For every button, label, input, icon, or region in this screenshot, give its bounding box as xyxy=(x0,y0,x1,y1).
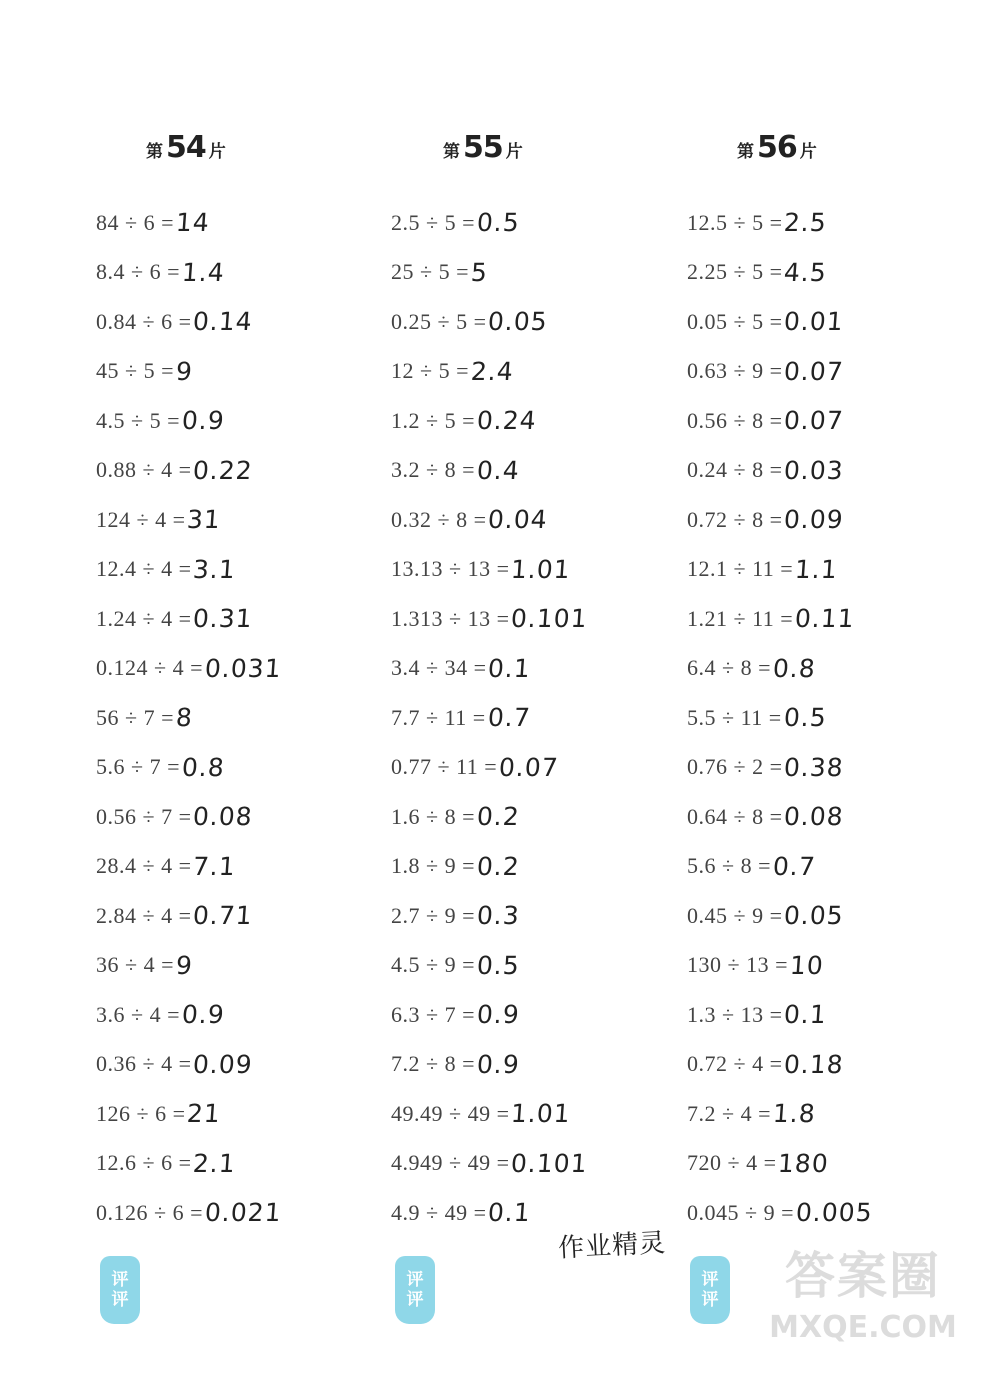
header-number: 56 xyxy=(757,130,797,165)
handwritten-answer: 0.3 xyxy=(475,901,521,931)
problem-list xyxy=(687,198,967,1238)
division-expression: 0.63 ÷ 9 = xyxy=(687,358,783,384)
watermark-domain: MXQE.COM xyxy=(769,1310,957,1345)
division-expression: 12 ÷ 5 = xyxy=(391,358,469,384)
division-expression: 0.76 ÷ 2 = xyxy=(687,754,783,780)
handwritten-answer: 1.8 xyxy=(771,1099,817,1129)
division-expression: 3.6 ÷ 4 = xyxy=(96,1001,180,1027)
problem-row xyxy=(687,297,967,347)
division-expression: 4.5 ÷ 5 = xyxy=(96,407,180,433)
handwritten-answer: 0.7 xyxy=(771,851,817,881)
problem-row xyxy=(391,446,671,496)
division-expression: 2.7 ÷ 9 = xyxy=(391,902,475,928)
handwritten-answer: 21 xyxy=(186,1099,223,1129)
problem-row xyxy=(96,1188,376,1238)
handwritten-answer: 0.9 xyxy=(475,1049,521,1079)
problem-row xyxy=(391,941,671,991)
division-expression: 5.6 ÷ 7 = xyxy=(96,754,180,780)
handwritten-answer: 0.38 xyxy=(783,752,846,782)
problem-row xyxy=(687,396,967,446)
handwritten-answer: 0.031 xyxy=(203,653,283,683)
division-expression: 28.4 ÷ 4 = xyxy=(96,853,192,879)
handwritten-answer: 0.1 xyxy=(487,653,533,683)
division-expression: 0.88 ÷ 4 = xyxy=(96,457,192,483)
problem-row xyxy=(391,693,671,743)
division-expression: 0.84 ÷ 6 = xyxy=(96,308,192,334)
division-expression: 2.25 ÷ 5 = xyxy=(687,259,783,285)
problem-row xyxy=(687,446,967,496)
division-expression: 6.4 ÷ 8 = xyxy=(687,655,771,681)
division-expression: 0.72 ÷ 8 = xyxy=(687,506,783,532)
division-expression: 8.4 ÷ 6 = xyxy=(96,259,180,285)
handwritten-answer: 8 xyxy=(174,703,194,733)
handwritten-answer: 0.5 xyxy=(475,208,521,238)
division-expression: 7.2 ÷ 8 = xyxy=(391,1051,475,1077)
division-expression: 720 ÷ 4 = xyxy=(687,1150,777,1176)
site-watermark xyxy=(738,1244,988,1364)
problem-row xyxy=(96,743,376,793)
division-expression: 12.5 ÷ 5 = xyxy=(687,209,783,235)
header-suffix: 片 xyxy=(208,142,226,162)
handwritten-answer: 0.9 xyxy=(475,1000,521,1030)
problem-row xyxy=(391,1040,671,1090)
division-expression: 7.2 ÷ 4 = xyxy=(687,1100,771,1126)
problem-row xyxy=(687,693,967,743)
header-suffix: 片 xyxy=(799,142,817,162)
handwritten-answer: 10 xyxy=(788,950,825,980)
problem-row xyxy=(391,396,671,446)
problem-row xyxy=(391,743,671,793)
division-expression: 1.313 ÷ 13 = xyxy=(391,605,510,631)
division-expression: 0.126 ÷ 6 = xyxy=(96,1199,203,1225)
problem-row xyxy=(687,743,967,793)
handwritten-answer: 0.05 xyxy=(783,901,846,931)
problem-row xyxy=(687,990,967,1040)
problem-row xyxy=(391,495,671,545)
division-expression: 124 ÷ 4 = xyxy=(96,506,186,532)
division-expression: 12.1 ÷ 11 = xyxy=(687,556,794,582)
problem-row xyxy=(391,594,671,644)
handwritten-answer: 180 xyxy=(777,1148,831,1178)
handwritten-answer: 0.021 xyxy=(203,1198,283,1228)
handwritten-answer: 1.01 xyxy=(510,554,573,584)
problem-row xyxy=(687,842,967,892)
problem-row xyxy=(391,198,671,248)
handwritten-answer: 0.09 xyxy=(192,1049,255,1079)
handwritten-answer: 1.1 xyxy=(794,554,839,584)
problem-row xyxy=(96,248,376,298)
problem-row xyxy=(96,1040,376,1090)
handwritten-signature: 作业精灵 xyxy=(557,1228,667,1264)
division-expression: 0.05 ÷ 5 = xyxy=(687,308,783,334)
header-prefix: 第 xyxy=(443,142,460,162)
handwritten-answer: 2.5 xyxy=(783,208,829,238)
problem-row xyxy=(96,1089,376,1139)
division-expression: 3.2 ÷ 8 = xyxy=(391,457,475,483)
problem-row xyxy=(96,545,376,595)
problem-row xyxy=(687,545,967,595)
problem-row xyxy=(687,1040,967,1090)
division-expression: 1.3 ÷ 13 = xyxy=(687,1001,783,1027)
badge-char-top: 评 xyxy=(701,1270,719,1290)
handwritten-answer: 0.22 xyxy=(192,455,255,485)
division-expression: 5.6 ÷ 8 = xyxy=(687,853,771,879)
column-header xyxy=(687,130,967,176)
worksheet-column-56 xyxy=(687,130,967,1238)
handwritten-answer: 0.07 xyxy=(498,752,560,782)
division-expression: 1.21 ÷ 11 = xyxy=(687,605,794,631)
division-expression: 4.9 ÷ 49 = xyxy=(391,1199,487,1225)
handwritten-answer: 0.09 xyxy=(783,505,846,535)
division-expression: 0.56 ÷ 7 = xyxy=(96,803,192,829)
handwritten-answer: 0.07 xyxy=(783,406,846,436)
division-expression: 0.25 ÷ 5 = xyxy=(391,308,487,334)
handwritten-answer: 0.8 xyxy=(771,653,817,683)
column-header xyxy=(391,130,671,176)
handwritten-answer: 0.1 xyxy=(487,1198,533,1228)
division-expression: 0.77 ÷ 11 = xyxy=(391,754,498,780)
handwritten-answer: 0.24 xyxy=(475,406,538,436)
badge-char-bottom: 评 xyxy=(701,1290,719,1310)
handwritten-answer: 31 xyxy=(186,505,223,535)
division-expression: 3.4 ÷ 34 = xyxy=(391,655,487,681)
division-expression: 130 ÷ 13 = xyxy=(687,952,788,978)
division-expression: 0.36 ÷ 4 = xyxy=(96,1051,192,1077)
header-suffix: 片 xyxy=(505,142,523,162)
problem-row xyxy=(687,1139,967,1189)
division-expression: 0.24 ÷ 8 = xyxy=(687,457,783,483)
problem-row xyxy=(687,792,967,842)
problem-row xyxy=(687,347,967,397)
division-expression: 49.49 ÷ 49 = xyxy=(391,1100,510,1126)
problem-row xyxy=(391,792,671,842)
problem-row xyxy=(687,941,967,991)
division-expression: 1.8 ÷ 9 = xyxy=(391,853,475,879)
review-badge xyxy=(100,1256,140,1324)
division-expression: 12.6 ÷ 6 = xyxy=(96,1150,192,1176)
header-prefix: 第 xyxy=(146,142,163,162)
problem-row xyxy=(96,594,376,644)
worksheet-column-54 xyxy=(96,130,376,1238)
handwritten-answer: 0.08 xyxy=(192,802,255,832)
handwritten-answer: 0.11 xyxy=(794,604,856,634)
division-expression: 25 ÷ 5 = xyxy=(391,259,469,285)
handwritten-answer: 0.5 xyxy=(475,950,521,980)
handwritten-answer: 9 xyxy=(174,950,194,980)
handwritten-answer: 0.2 xyxy=(475,802,521,832)
handwritten-answer: 0.5 xyxy=(782,703,828,733)
division-expression: 1.6 ÷ 8 = xyxy=(391,803,475,829)
division-expression: 36 ÷ 4 = xyxy=(96,952,174,978)
division-expression: 1.2 ÷ 5 = xyxy=(391,407,475,433)
review-badge xyxy=(690,1256,730,1324)
division-expression: 7.7 ÷ 11 = xyxy=(391,704,486,730)
handwritten-answer: 1.01 xyxy=(510,1099,573,1129)
problem-row xyxy=(96,396,376,446)
handwritten-answer: 4.5 xyxy=(783,257,829,287)
problem-row xyxy=(687,891,967,941)
badge-char-top: 评 xyxy=(111,1270,129,1290)
handwritten-answer: 5 xyxy=(469,257,489,287)
header-prefix: 第 xyxy=(737,142,754,162)
handwritten-answer: 0.04 xyxy=(487,505,550,535)
problem-row xyxy=(687,1089,967,1139)
problem-list xyxy=(391,198,671,1238)
problem-row xyxy=(687,495,967,545)
handwritten-answer: 0.14 xyxy=(192,307,255,337)
problem-row xyxy=(391,891,671,941)
problem-row xyxy=(391,545,671,595)
handwritten-answer: 0.08 xyxy=(783,802,846,832)
problem-row xyxy=(96,297,376,347)
division-expression: 45 ÷ 5 = xyxy=(96,358,174,384)
problem-row xyxy=(391,644,671,694)
problem-row xyxy=(96,891,376,941)
handwritten-answer: 0.101 xyxy=(510,1148,590,1178)
handwritten-answer: 0.01 xyxy=(783,307,846,337)
division-expression: 13.13 ÷ 13 = xyxy=(391,556,510,582)
problem-row xyxy=(687,198,967,248)
watermark-logo-text: 答案圈 xyxy=(785,1247,941,1305)
problem-row xyxy=(391,1089,671,1139)
handwritten-answer: 0.03 xyxy=(783,455,846,485)
handwritten-answer: 0.71 xyxy=(192,901,255,931)
division-expression: 0.64 ÷ 8 = xyxy=(687,803,783,829)
handwritten-answer: 0.18 xyxy=(783,1049,846,1079)
division-expression: 0.72 ÷ 4 = xyxy=(687,1051,783,1077)
handwritten-answer: 0.9 xyxy=(180,406,226,436)
handwritten-answer: 0.1 xyxy=(783,1000,829,1030)
handwritten-answer: 14 xyxy=(174,208,211,238)
problem-row xyxy=(391,1139,671,1189)
problem-row xyxy=(687,1188,967,1238)
problem-row xyxy=(96,446,376,496)
handwritten-answer: 3.1 xyxy=(192,554,238,584)
division-expression: 56 ÷ 7 = xyxy=(96,704,174,730)
division-expression: 5.5 ÷ 11 = xyxy=(687,704,782,730)
problem-row xyxy=(96,842,376,892)
division-expression: 1.24 ÷ 4 = xyxy=(96,605,192,631)
division-expression: 0.045 ÷ 9 = xyxy=(687,1199,794,1225)
handwritten-answer: 0.9 xyxy=(180,1000,226,1030)
division-expression: 0.124 ÷ 4 = xyxy=(96,655,203,681)
problem-row xyxy=(96,1139,376,1189)
handwritten-answer: 0.31 xyxy=(192,604,255,634)
problem-list xyxy=(96,198,376,1238)
division-expression: 0.32 ÷ 8 = xyxy=(391,506,487,532)
problem-row xyxy=(687,594,967,644)
problem-row xyxy=(96,941,376,991)
worksheet-column-55 xyxy=(391,130,671,1238)
handwritten-answer: 2.1 xyxy=(192,1148,238,1178)
problem-row xyxy=(96,198,376,248)
handwritten-answer: 0.07 xyxy=(783,356,846,386)
problem-row xyxy=(96,990,376,1040)
division-expression: 12.4 ÷ 4 = xyxy=(96,556,192,582)
division-expression: 4.949 ÷ 49 = xyxy=(391,1150,510,1176)
division-expression: 126 ÷ 6 = xyxy=(96,1100,186,1126)
handwritten-answer: 0.7 xyxy=(486,703,532,733)
handwritten-answer: 2.4 xyxy=(469,356,515,386)
handwritten-answer: 1.4 xyxy=(180,257,226,287)
division-expression: 0.45 ÷ 9 = xyxy=(687,902,783,928)
header-number: 55 xyxy=(463,130,503,165)
division-expression: 0.56 ÷ 8 = xyxy=(687,407,783,433)
problem-row xyxy=(391,248,671,298)
problem-row xyxy=(391,347,671,397)
handwritten-answer: 0.05 xyxy=(487,307,550,337)
column-header xyxy=(96,130,376,176)
handwritten-answer: 7.1 xyxy=(192,851,238,881)
handwritten-answer: 9 xyxy=(174,356,194,386)
handwritten-answer: 0.005 xyxy=(794,1198,874,1228)
problem-row xyxy=(96,644,376,694)
division-expression: 2.5 ÷ 5 = xyxy=(391,209,475,235)
problem-row xyxy=(96,495,376,545)
problem-row xyxy=(687,644,967,694)
problem-row xyxy=(96,693,376,743)
header-number: 54 xyxy=(166,130,206,165)
division-expression: 84 ÷ 6 = xyxy=(96,209,174,235)
handwritten-answer: 0.101 xyxy=(510,604,590,634)
problem-row xyxy=(391,842,671,892)
division-expression: 4.5 ÷ 9 = xyxy=(391,952,475,978)
review-badge xyxy=(395,1256,435,1324)
badge-char-bottom: 评 xyxy=(406,1290,424,1310)
handwritten-answer: 0.4 xyxy=(475,455,521,485)
problem-row xyxy=(687,248,967,298)
badge-char-bottom: 评 xyxy=(111,1290,129,1310)
handwritten-answer: 0.2 xyxy=(475,851,521,881)
problem-row xyxy=(96,792,376,842)
problem-row xyxy=(391,297,671,347)
badge-char-top: 评 xyxy=(406,1270,424,1290)
handwritten-answer: 0.8 xyxy=(180,752,226,782)
problem-row xyxy=(96,347,376,397)
problem-row xyxy=(391,990,671,1040)
division-expression: 6.3 ÷ 7 = xyxy=(391,1001,475,1027)
division-expression: 2.84 ÷ 4 = xyxy=(96,902,192,928)
